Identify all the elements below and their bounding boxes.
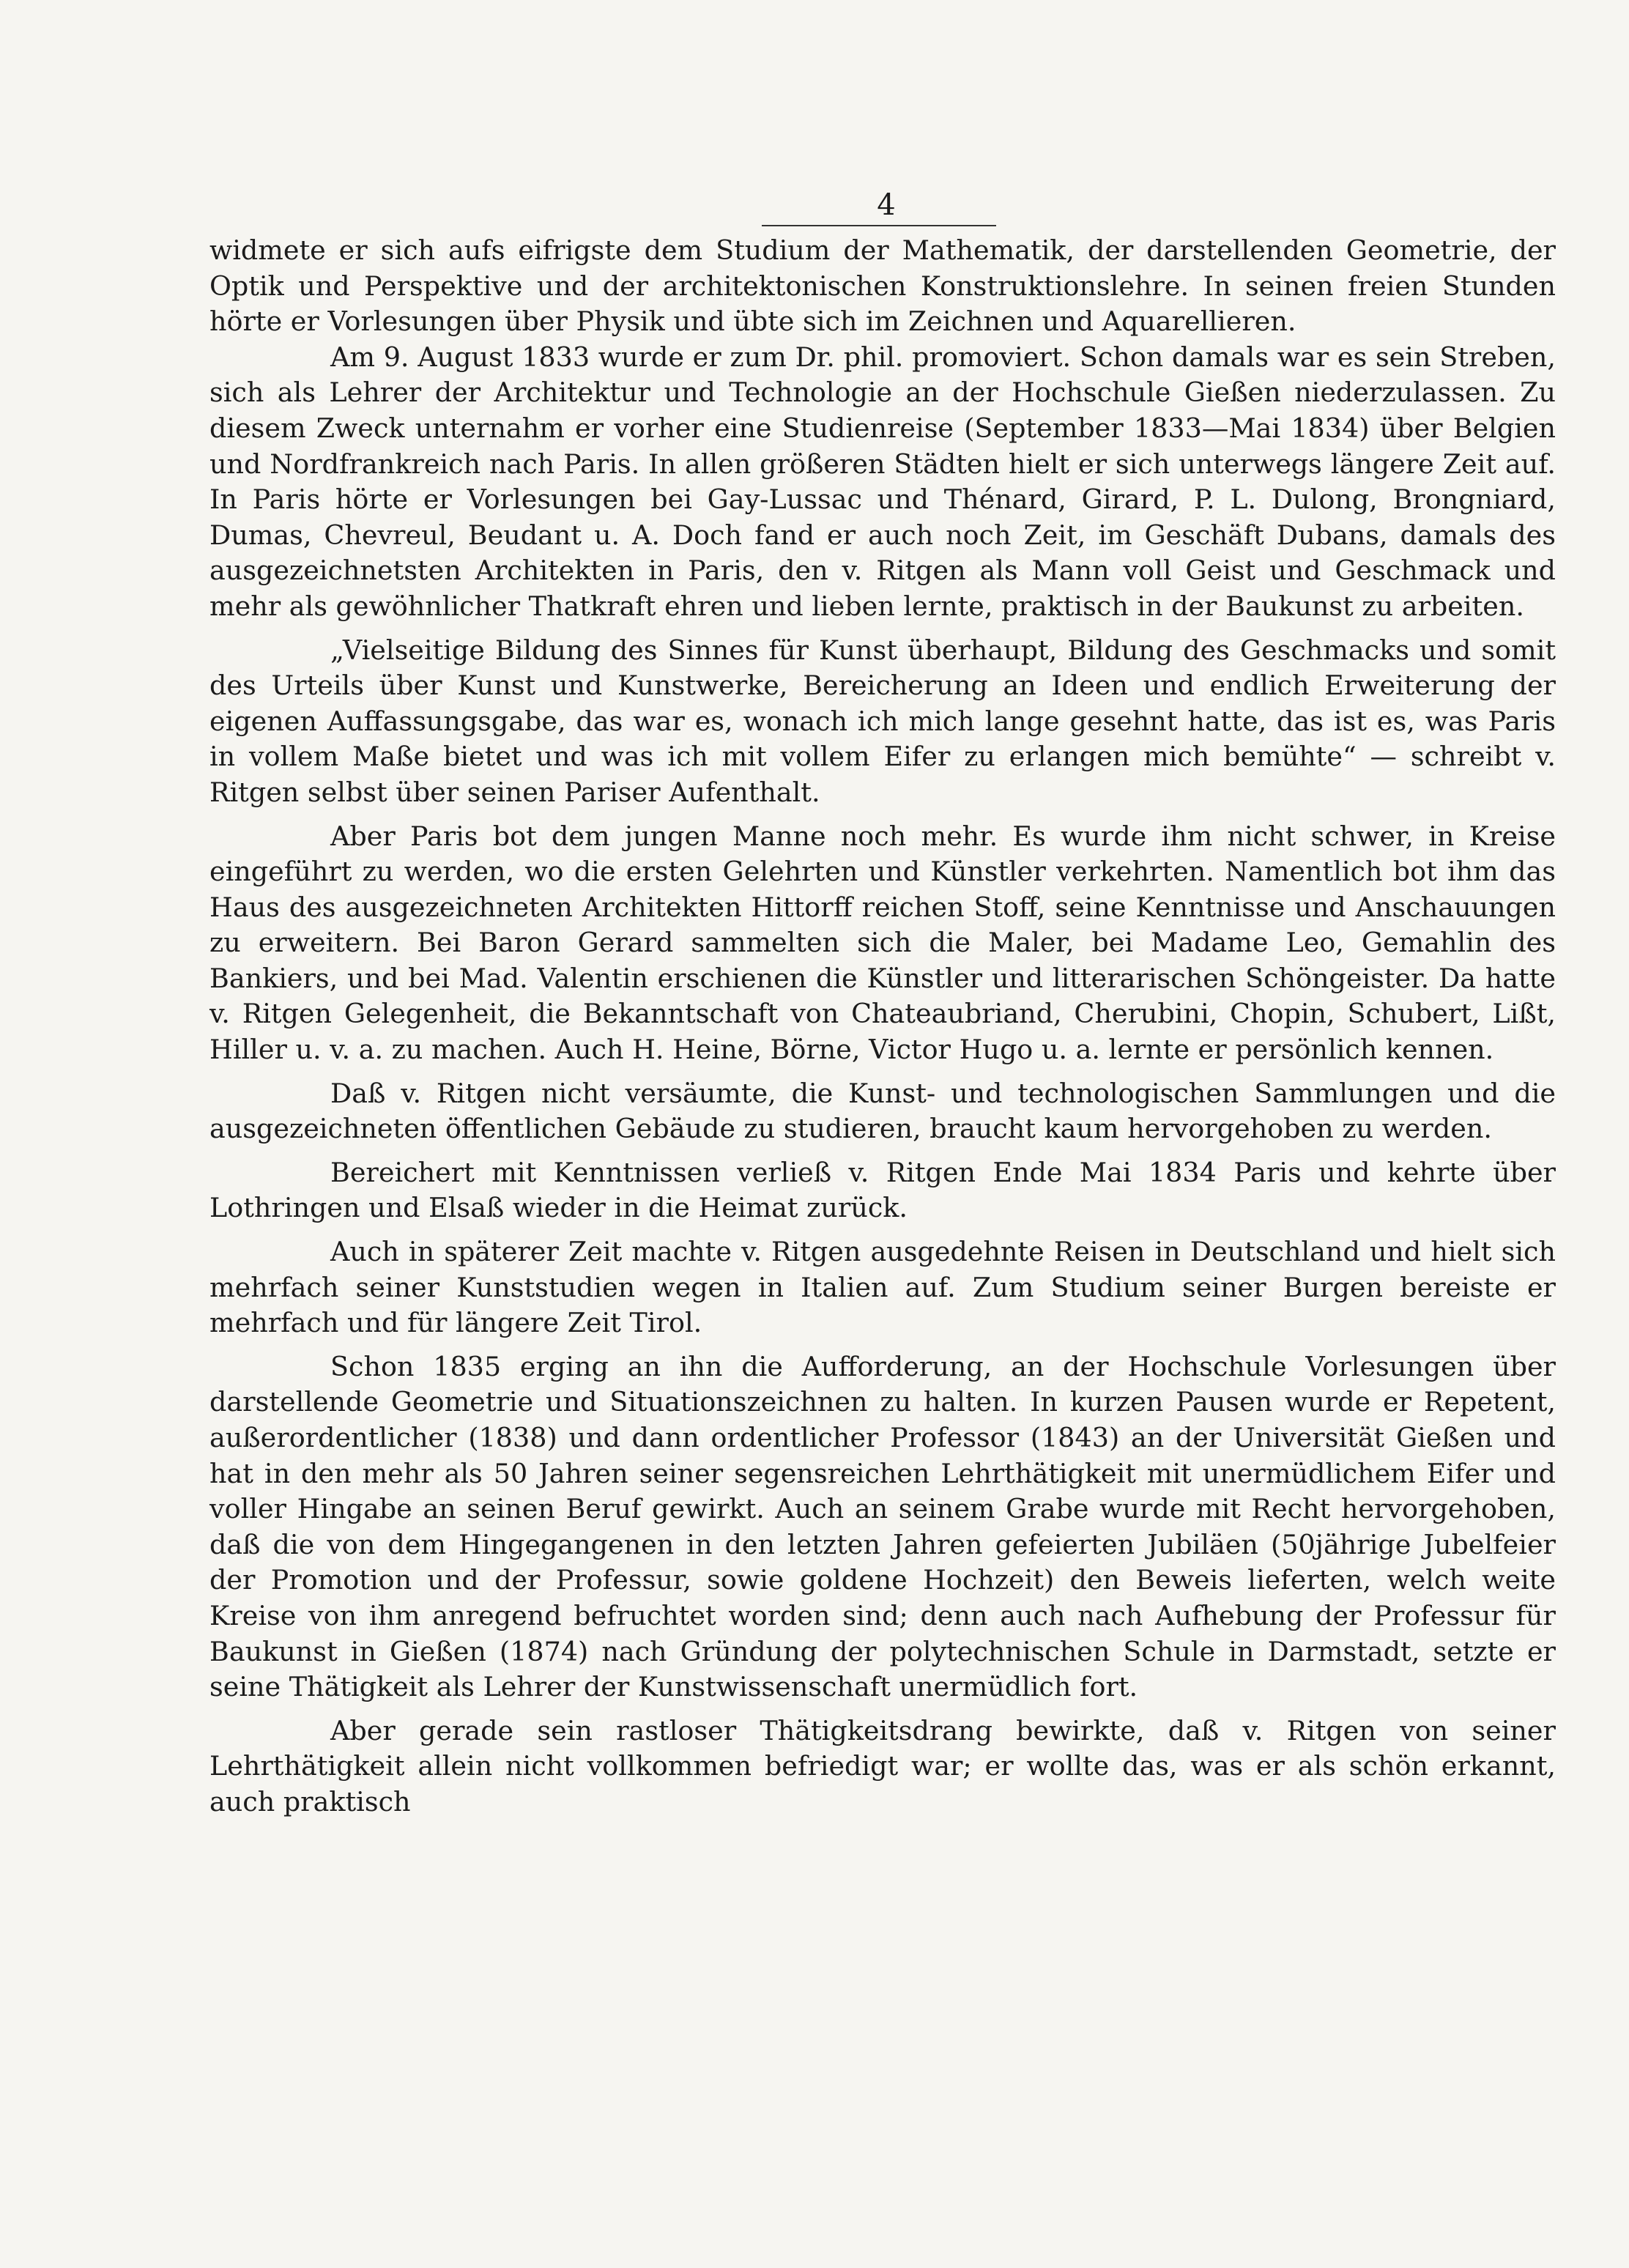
body-text xyxy=(209,233,1556,1820)
paragraph-3: „Vielseitige Bildung des Sinnes für Kunst überhaupt, Bildung des Geschmacks und somit des Urteils über Kunst und Kunstwerke, Bereicherung an Ideen und endlich Erweiterung der eigenen Auffassungsgabe, das war es, wonach ich mich lange gesehnt hatte, das ist es, was Paris in vollem Maße bietet und was ich mit vollem Eifer zu erlangen mich bemühte“ — schreibt v. Ritgen selbst über seinen Pariser Aufenthalt. xyxy=(209,634,1556,808)
paragraph-8: Schon 1835 erging an ihn die Aufforderung, an der Hochschule Vorlesungen über darstellende Geometrie und Situationszeichnen zu halten. In kurzen Pausen wurde er Repetent, außerordentlicher (1838) und dann ordentlicher Professor (1843) an der Universität Gießen und hat in den mehr als 50 Jahren seiner segensreichen Lehrthätigkeit mit unermüdlichem Eifer und voller Hingabe an seinen Beruf gewirkt. Auch an seinem Grabe wurde mit Recht hervorgehoben, daß die von dem Hingegangenen in den letzten Jahren gefeierten Jubiläen (50jährige Jubelfeier der Promotion und der Professur, sowie goldene Hochzeit) den Beweis lieferten, welch weite Kreise von ihm anregend befruchtet worden sind; denn auch nach Aufhebung der Professur für Baukunst in Gießen (1874) nach Gründung der polytechnischen Schule in Darmstadt, setzte er seine Thätigkeit als Lehrer der Kunstwissenschaft unermüdlich fort. xyxy=(209,1350,1556,1703)
paragraph-4: Aber Paris bot dem jungen Manne noch mehr. Es wurde ihm nicht schwer, in Kreise eingeführt zu werden, wo die ersten Gelehrten und Künstler verkehrten. Namentlich bot ihm das Haus des ausgezeichneten Architekten Hittorff reichen Stoff, seine Kenntnisse und Anschauungen zu erweitern. Bei Baron Gerard sammelten sich die Maler, bei Madame Leo, Gemahlin des Bankiers, und bei Mad. Valentin erschienen die Künstler und litterarischen Schöngeister. Da hatte v. Ritgen Gelegenheit, die Bekanntschaft von Chateaubriand, Cherubini, Chopin, Schubert, Lißt, Hiller u. v. a. zu machen. Auch H. Heine, Börne, Victor Hugo u. a. lernte er persönlich kennen. xyxy=(209,820,1556,1066)
paragraph-7: Auch in späterer Zeit machte v. Ritgen ausgedehnte Reisen in Deutschland und hielt sich mehrfach seiner Kunststudien wegen in Italien auf. Zum Studium seiner Burgen bereiste er mehrfach und für längere Zeit Tirol. xyxy=(209,1236,1556,1339)
paragraph-9: Aber gerade sein rastloser Thätigkeitsdrang bewirkte, daß v. Ritgen von seiner Lehrthätigkeit allein nicht vollkommen befriedigt war; er wollte das, was er als schön erkannt, auch praktisch xyxy=(209,1714,1556,1817)
paragraph-6: Bereichert mit Kenntnissen verließ v. Ritgen Ende Mai 1834 Paris und kehrte über Lothringen und Elsaß wieder in die Heimat zurück. xyxy=(209,1156,1556,1224)
page-number: 4 xyxy=(877,188,896,222)
header-rule xyxy=(762,225,996,226)
paragraph-1: widmete er sich aufs eifrigste dem Studium der Mathematik, der darstellenden Geometrie, der Optik und Perspektive und der architektonischen Konstruktionslehre. In seinen freien Stunden hörte er Vorlesungen über Physik und übte sich im Zeichnen und Aquarellieren. xyxy=(209,234,1556,338)
paragraph-2: Am 9. August 1833 wurde er zum Dr. phil. promoviert. Schon damals war es sein Streben, sich als Lehrer der Architektur und Technologie an der Hochschule Gießen niederzulassen. Zu diesem Zweck unternahm er vorher eine Studienreise (September 1833—Mai 1834) über Belgien und Nordfrankreich nach Paris. In allen größeren Städten hielt er sich unterwegs längere Zeit auf. In Paris hörte er Vorlesungen bei Gay-Lussac und Thénard, Girard, P. L. Dulong, Brongniard, Dumas, Chevreul, Beudant u. A. Doch fand er auch noch Zeit, im Geschäft Dubans, damals des ausgezeichnetsten Architekten in Paris, den v. Ritgen als Mann voll Geist und Geschmack und mehr als gewöhnlicher Thatkraft ehren und lieben lernte, praktisch in der Baukunst zu arbeiten. xyxy=(209,341,1556,622)
paragraph-5: Daß v. Ritgen nicht versäumte, die Kunst- und technologischen Sammlungen und die ausgezeichneten öffentlichen Gebäude zu studieren, braucht kaum hervorgehoben zu werden. xyxy=(209,1077,1556,1145)
